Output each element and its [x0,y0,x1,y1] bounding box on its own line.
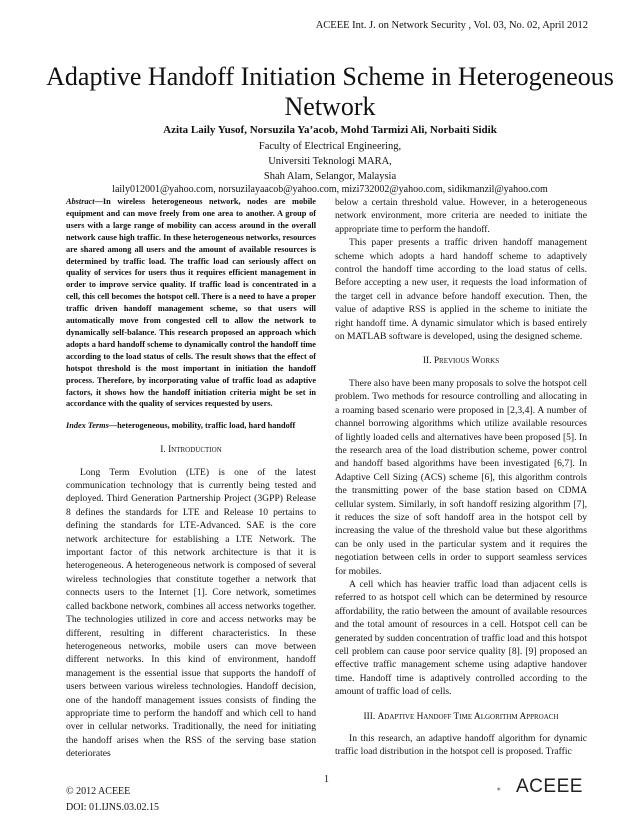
aceee-logo-icon [496,778,518,800]
index-terms-label: Index Terms [66,421,109,431]
footer-left [66,784,159,816]
aceee-logo-text: ACEEE [516,776,583,797]
abstract-label: Abstract [66,197,95,206]
right-column [335,196,587,759]
author-emails: laily012001@yahoo.com, norsuzilayaacob@yahoo.com, mizi732002@yahoo.com, sidikmanzil@yahoo.com [112,184,548,195]
affiliation-line-2: Universiti Teknologi MARA, [268,156,392,167]
page-number: 1 [324,774,329,785]
abstract-text: —In wireless heterogeneous network, nodes are mobile equipment and can move freely from one area to another. A group of users with a large range of mobility can access around in the overall network cause high traffic. In these heterogeneous networks, resources are shared among all users and the amount of available resources is determined by traffic load. The traffic load can seriously affect on quality of services for users thus it requires efficient management in order to improve service quality. If traffic load is concentrated in a cell, this cell becomes the hotspot cell. There is a need to have a proper traffic driven handoff management scheme, so that users will automatically move from congested cell to allow the network to dynamically self-balance. This research proposed an approach which adopts a hard handoff scheme to dynamically control the handoff time according to the load status of cells. The result shows that the effect of hotspot threshold is the most important in initiation the handoff process. Therefore, by incorporating value of traffic load as adaptive factors, it shows how the handoff initiation criteria might be set in accordance with the quality of services requested by users. [66,197,316,409]
introduction-paragraph: Long Term Evolution (LTE) is one of the latest communication technology that is currently being tested and deployed. Third Generation Partnership Project (3GPP) Release 8 defines the standards for LTE and Release 10 pertains to defining the standards for LTE-Advanced. SAE is the core network architecture for establishing a LTE Network. The important factor of this network architecture is that it is heterogeneous. A heterogeneous network is composed of several wireless technologies that constitute together a network that connects users to the Internet [1]. Core network, sometimes called backbone network, combines all access networks together. The technologies utilized in core and access networks may be different, resulting in different characteristics. In these heterogeneous networks, mobile users can move between different networks. In this kind of environment, handoff management is the essential issue that supports the handoff of users between various wireless technologies. Handoff decision, one of the handoff management issues consists of finding the appropriate time to perform the handoff and which cell to hand over in cellular networks. Traditionally, the need for initiating the handoff arises when the RSS of the serving base station deteriorates [66,466,316,760]
left-column [66,196,316,761]
section-number: I. [160,445,166,456]
body-paragraph-1: below a certain threshold value. However, in a heterogeneous network environment, more criteria are needed to initiate the appropriate time to perform the handoff. [335,197,587,235]
section-heading-adaptive-handoff [335,711,587,724]
section-number: III. [363,711,376,722]
section-number: II. [422,356,432,367]
section-title: Introduction [168,445,222,456]
body-paragraph-3: There also have been many proposals to solve the hotspot cell problem. Two methods for resource controlling and allocating in a roaming based scenario were proposed in [2,3,4]. A number of channel borrowing algorithms which utilize available resources of lightly loaded cells and alternatives have been proposed [5]. In the research area of the load distribution scheme, power control and handoff based algorithms have been investigated [6,7]. In Adaptive Cell Sizing (ACS) scheme [6], this algorithm controls the transmitting power of the base station based on CDMA cellular system. Similarly, in soft handoff resizing algorithm [7], it reduces the size of soft handoff area in the hotspot cell by increasing the value of the threshold value but these algorithms can be only used in the particular system and it requires the negotiation between cells in order to support seamless services for mobiles. [335,377,587,577]
affiliation-line-1: Faculty of Electrical Engineering, [258,141,402,152]
index-terms [66,420,316,432]
paper-title-line-2: Network [284,92,376,121]
paper-title-line-1: Adaptive Handoff Initiation Scheme in Heterogeneous [46,62,614,91]
index-terms-text: —heterogeneous, mobility, traffic load, hard handoff [108,421,296,431]
body-paragraph-4: A cell which has heavier traffic load than adjacent cells is referred to as hotspot cell which can be determined by resource affordability, the ratio between the amount of available resources and the total amount of resources in a cell. Hotspot cell can be generated by sudden concentration of traffic load and this hotspot cell problem can cause poor service quality [8]. [9] proposed an effective traffic management scheme using adaptive handover time. Handoff time is adaptively controlled according to the amount of traffic load of cells. [335,578,587,698]
running-head: ACEEE Int. J. on Network Security , Vol. 03, No. 02, April 2012 [315,20,588,31]
section-title: Previous Works [433,356,500,367]
abstract [66,196,316,410]
section-heading-previous-works [335,355,587,368]
section-heading-introduction [66,444,316,457]
copyright-notice: © 2012 ACEEE [66,786,131,797]
section-title: Adaptive Handoff Time Algorithm Approach [377,711,559,722]
body-paragraph-2: This paper presents a traffic driven handoff management scheme which adopts a hard handoff scheme to adaptively control the handoff time according to the load status of cells. Before accepting a new user, it requests the load information of the target cell in advance before handoff execution. Then, the value of adaptive RSS is applied in the scheme to initiate the right handoff time. A dynamic simulator which is based entirely on MATLAB software is developed, using the designed scheme. [335,237,587,343]
paper-title [40,62,620,122]
author-list: Azita Laily Yusof, Norsuzila Ya’acob, Mohd Tarmizi Ali, Norbaiti Sidik [163,124,497,136]
affiliation-line-3: Shah Alam, Selangor, Malaysia [263,171,397,182]
doi-label: DOI: 01.IJNS.03.02.15 [66,802,160,813]
body-paragraph-5: In this research, an adaptive handoff algorithm for dynamic traffic load distribution in the hotspot cell is proposed. Traffic [335,733,587,758]
